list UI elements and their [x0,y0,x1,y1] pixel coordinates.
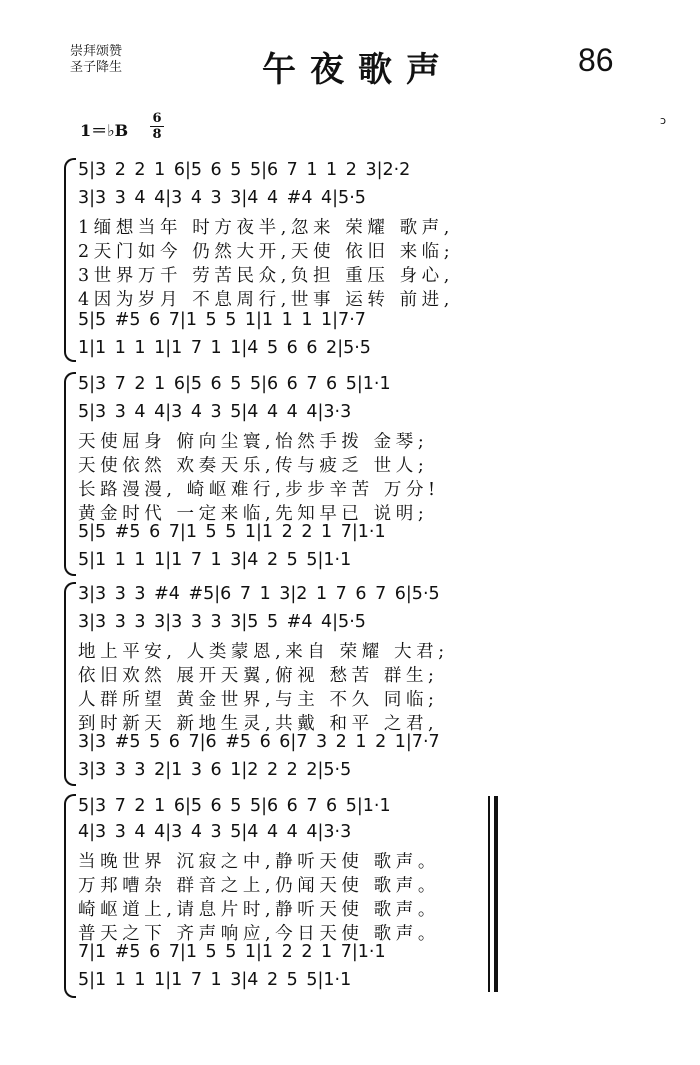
time-numerator: 6 [152,111,162,126]
tenor-line: 3|3 #5 5 6 7|6 #5 6 6|7 3 2 1 2 1|7·7 [78,732,440,752]
final-barline-thin [488,796,490,992]
category-label: 崇拜颂赞 [70,44,123,59]
verse-line: 地上平安, 人类蒙恩,来自 荣耀 大君; [78,642,449,662]
verse-line: 长路漫漫, 崎岖难行,步步辛苦 万分! [78,480,440,500]
verse-line: 4因为岁月 不息周行,世事 运转 前进, [78,290,454,310]
verse-line: 天使依然 欢奏天乐,传与疲乏 世人; [78,456,429,476]
verse-line: 万邦嘈杂 群音之上,仍闻天使 歌声。 [78,876,440,896]
verse-line: 人群所望 黄金世界,与主 不久 同临; [78,690,439,710]
system-brace [64,582,76,786]
system-brace [64,372,76,576]
hymn-title: 午夜歌声 [262,50,454,90]
system-brace [64,794,76,998]
alto-line: 3|3 3 4 4|3 4 3 3|4 4 #4 4|5·5 [78,188,366,208]
verse-line: 2天门如今 仍然大开,天使 依旧 来临; [78,242,455,262]
bass-line: 5|1 1 1 1|1 7 1 3|4 2 5 5|1·1 [78,550,352,570]
verse-line: 当晚世界 沉寂之中,静听天使 歌声。 [78,852,440,872]
tenor-line: 5|5 #5 6 7|1 5 5 1|1 2 2 1 7|1·1 [78,522,386,542]
alto-line: 3|3 3 3 3|3 3 3 3|5 5 #4 4|5·5 [78,612,366,632]
verse-line: 依旧欢然 展开天翼,俯视 愁苦 群生; [78,666,439,686]
system-brace [64,158,76,362]
alto-line: 5|3 3 4 4|3 4 3 5|4 4 4 4|3·3 [78,402,352,422]
verse-line: 到时新天 新地生灵,共戴 和平 之君, [78,714,439,734]
soprano-line: 5|3 2 2 1 6|5 6 5 5|6 7 1 1 2 3|2·2 [78,160,411,180]
alto-line: 4|3 3 4 4|3 4 3 5|4 4 4 4|3·3 [78,822,352,842]
bass-line: 3|3 3 3 2|1 3 6 1|2 2 2 2|5·5 [78,760,352,780]
verse-line: 天使屈身 俯向尘寰,怡然手拨 金琴; [78,432,429,452]
time-denominator: 8 [152,127,162,142]
margin-mark: ᴐ [660,114,667,127]
verse-line: 黄金时代 一定来临,先知早已 说明; [78,504,429,524]
tenor-line: 7|1 #5 6 7|1 5 5 1|1 2 2 1 7|1·1 [78,942,386,962]
subcategory-label: 圣子降生 [70,60,123,75]
soprano-line: 5|3 7 2 1 6|5 6 5 5|6 6 7 6 5|1·1 [78,374,391,394]
bass-line: 5|1 1 1 1|1 7 1 3|4 2 5 5|1·1 [78,970,352,990]
verse-line: 普天之下 齐声响应,今日天使 歌声。 [78,924,440,944]
key-signature: 1＝♭B [80,121,129,140]
tenor-line: 5|5 #5 6 7|1 5 5 1|1 1 1 1|7·7 [78,310,366,330]
time-signature [150,112,164,141]
verse-line: 崎岖道上,请息片时,静听天使 歌声。 [78,900,440,920]
verse-line: 3世界万千 劳苦民众,负担 重压 身心, [78,266,454,286]
verse-line: 1缅想当年 时方夜半,忽来 荣耀 歌声, [78,218,454,238]
bass-line: 1|1 1 1 1|1 7 1 1|4 5 6 6 2|5·5 [78,338,371,358]
soprano-line: 5|3 7 2 1 6|5 6 5 5|6 6 7 6 5|1·1 [78,796,391,816]
final-barline [494,796,498,992]
hymn-number: 86 [578,42,614,78]
soprano-line: 3|3 3 3 #4 #5|6 7 1 3|2 1 7 6 7 6|5·5 [78,584,440,604]
